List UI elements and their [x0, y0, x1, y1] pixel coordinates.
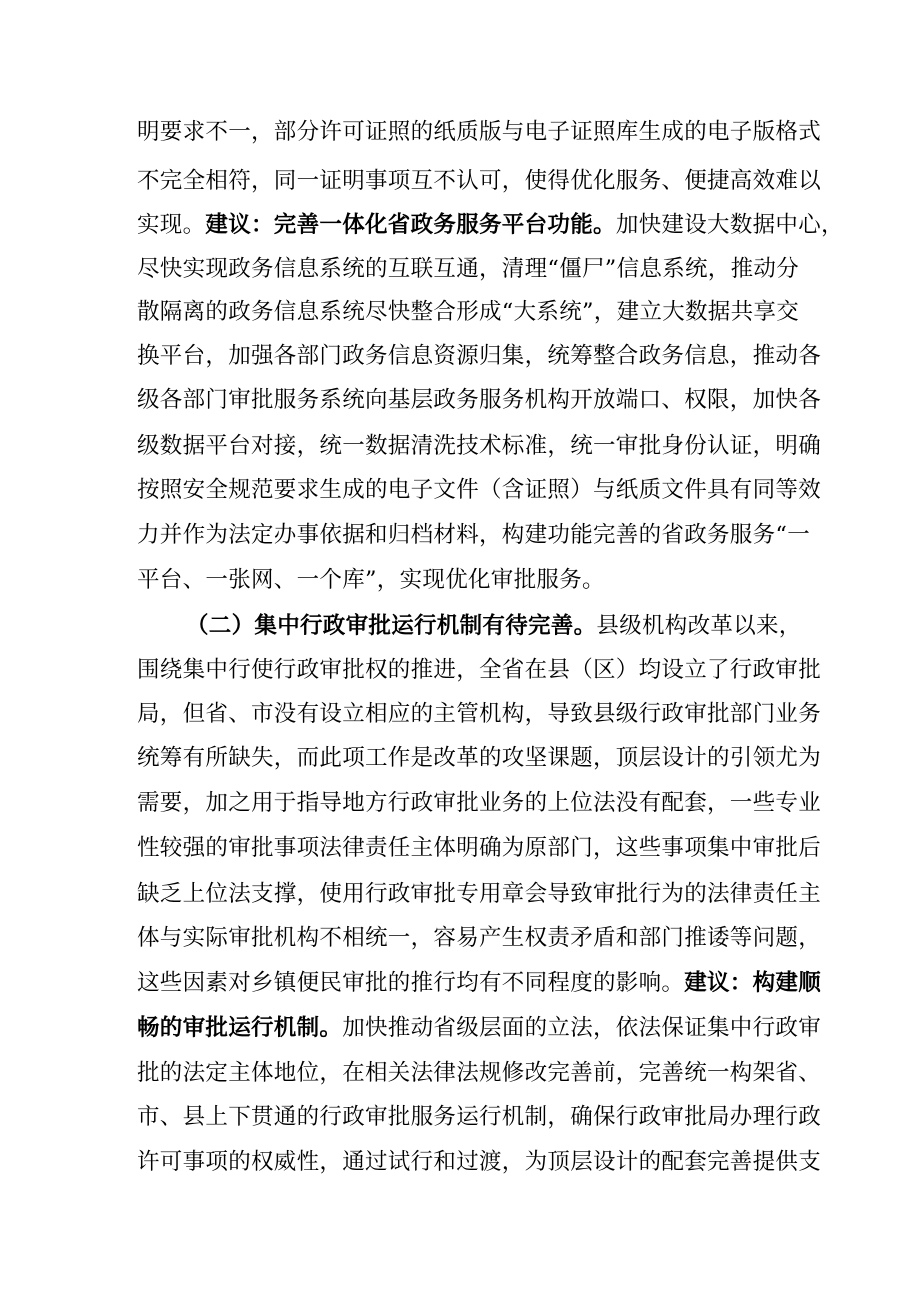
text-run: 这些因素对乡镇便民审批的推行均有不同程度的影响。 — [137, 970, 685, 996]
section-heading: （二）集中行政审批运行机制有待完善。 — [186, 613, 597, 639]
text-line: 缺乏上位法支撑，使用行政审批专用章会导致审批行为的法律责任主 — [137, 881, 822, 907]
text-line: 级数据平台对接，统一数据清洗技术标准，统一审批身份认证，明确 — [137, 433, 822, 459]
text-line: 平台、一张网、一个库”，实现优化审批服务。 — [137, 567, 605, 593]
text-line: 批的法定主体地位，在相关法律法规修改完善前，完善统一构架省、 — [137, 1060, 822, 1086]
text-line: 局，但省、市没有设立相应的主管机构，导致县级行政审批部门业务 — [137, 701, 822, 727]
text-line: 市、县上下贯通的行政审批服务运行机制，确保行政审批局办理行政 — [137, 1104, 822, 1130]
bold-suggestion: 建议：构建顺 — [684, 970, 822, 996]
text-line: 级各部门审批服务系统向基层政务服务机构开放端口、权限，加快各 — [137, 387, 822, 413]
section-heading-line — [186, 606, 802, 646]
text-line: 不完全相符，同一证明事项互不认可，使得优化服务、便捷高效难以 — [137, 168, 822, 194]
text-line: 散隔离的政务信息系统尽快整合形成“大系统”，建立大数据共享交 — [137, 299, 800, 325]
text-line: 需要，加之用于指导地方行政审批业务的上位法没有配套，一些专业 — [137, 790, 822, 816]
text-line — [137, 205, 844, 245]
text-line: 尽快实现政务信息系统的互联互通，清理“僵尸”信息系统，推动分 — [137, 256, 800, 282]
text-line: 换平台，加强各部门政务信息资源归集，统筹整合政务信息，推动各 — [137, 343, 822, 369]
text-line: 力并作为法定办事依据和归档材料，构建功能完善的省政务服务“一 — [137, 522, 811, 548]
text-line: 许可事项的权威性，通过试行和过渡，为顶层设计的配套完善提供支 — [137, 1149, 822, 1175]
bold-suggestion: 建议：完善一体化省政务服务平台功能。 — [205, 212, 616, 238]
bold-suggestion: 畅的审批运行机制。 — [137, 1015, 343, 1041]
text-line — [137, 1008, 822, 1048]
text-line: 围绕集中行使行政审批权的推进，全省在县（区）均设立了行政审批 — [137, 657, 822, 683]
text-line — [137, 963, 822, 1003]
text-run: 县级机构改革以来， — [596, 613, 802, 639]
text-line: 统筹有所缺失，而此项工作是改革的攻坚课题，顶层设计的引领尤为 — [137, 745, 822, 771]
text-line: 按照安全规范要求生成的电子文件（含证照）与纸质文件具有同等效 — [137, 477, 822, 503]
text-line: 明要求不一，部分许可证照的纸质版与电子证照库生成的电子版格式 — [137, 119, 822, 145]
text-line: 体与实际审批机构不相统一，容易产生权责矛盾和部门推诿等问题， — [137, 925, 822, 951]
text-run: 实现。 — [137, 212, 206, 238]
text-run: 加快建设大数据中心， — [615, 212, 844, 238]
text-run: 加快推动省级层面的立法，依法保证集中行政审 — [342, 1015, 822, 1041]
text-line: 性较强的审批事项法律责任主体明确为原部门，这些事项集中审批后 — [137, 835, 822, 861]
